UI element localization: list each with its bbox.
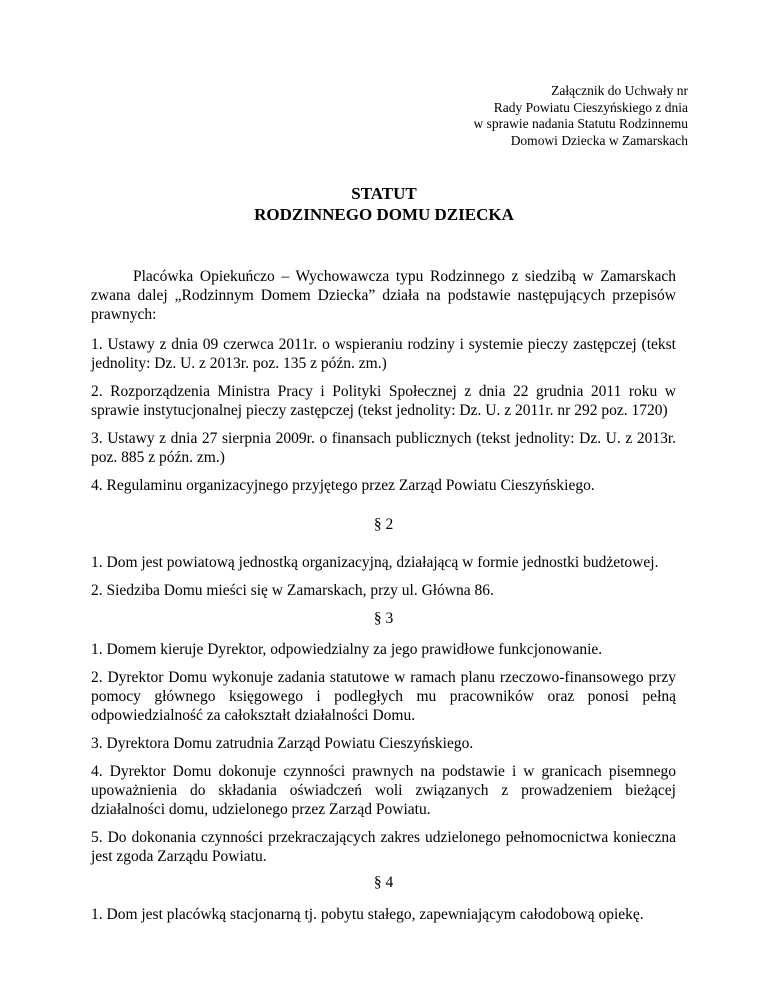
section-mark-2: § 2 [373, 516, 394, 533]
section-3-item: 2. Dyrektor Domu wykonuje zadania statutowe w ramach planu rzeczowo-finansowego przy pomocy głównego księgowego i podległych mu pracowników oraz ponosi pełną odpowiedzialność za całokształt działalności Domu. [91, 669, 676, 724]
section-3-item: 4. Dyrektor Domu dokonuje czynności prawnych na podstawie i w granicach pisemnego upoważnienia do składania oświadczeń woli związanych z prowadzeniem bieżącej działalności domu, udzielonego przez Zarząd Powiatu. [91, 763, 676, 818]
legal-basis-item: 2. Rozporządzenia Ministra Pracy i Polityki Społecznej z dnia 22 grudnia 2011 roku w sprawie instytucjonalnej pieczy zastępczej (tekst jednolity: Dz. U. z 2011r. nr 292 poz. 1720) [91, 383, 676, 419]
legal-basis-item: 4. Regulaminu organizacyjnego przyjętego przez Zarząd Powiatu Cieszyńskiego. [91, 477, 595, 494]
title-line: STATUT [351, 184, 417, 203]
legal-basis-item: 1. Ustawy z dnia 09 czerwca 2011r. o wspieraniu rodziny i systemie pieczy zastępczej (tekst jednolity: Dz. U. z 2013r. poz. 135 z późn. zm.) [91, 336, 676, 372]
title-line: RODZINNEGO DOMU DZIECKA [254, 205, 514, 224]
document-body [91, 267, 676, 933]
intro-paragraph: Placówka Opiekuńczo – Wychowawcza typu Rodzinnego z siedzibą w Zamarskach zwana dalej „Rodzinnym Domem Dziecka” działa na podstawie następujących przepisów prawnych: [91, 268, 676, 323]
section-2-item: 1. Dom jest powiatową jednostką organizacyjną, działającą w formie jednostki budżetowej. [91, 554, 659, 571]
attachment-note-line: Domowi Dziecka w Zamarskach [510, 132, 688, 148]
attachment-note [328, 83, 688, 149]
section-4-item: 1. Dom jest placówką stacjonarną tj. pobytu stałego, zapewniającym całodobową opiekę. [91, 906, 644, 923]
attachment-note-line: Załącznik do Uchwały nr [551, 83, 688, 98]
section-2-item: 2. Siedziba Domu mieści się w Zamarskach, przy ul. Główna 86. [91, 582, 494, 599]
legal-basis-item: 3. Ustawy z dnia 27 sierpnia 2009r. o finansach publicznych (tekst jednolity: Dz. U. z 2013r. poz. 885 z późn. zm.) [91, 430, 676, 466]
section-3-item: 1. Domem kieruje Dyrektor, odpowiedzialny za jego prawidłowe funkcjonowanie. [91, 641, 603, 658]
section-3-item: 5. Do dokonania czynności przekraczających zakres udzielonego pełnomocnictwa konieczna jest zgoda Zarządu Powiatu. [91, 829, 676, 865]
section-3-item: 3. Dyrektora Domu zatrudnia Zarząd Powiatu Cieszyńskiego. [91, 735, 474, 752]
document-title [0, 183, 768, 225]
attachment-note-line: w sprawie nadania Statutu Rodzinnemu [473, 116, 688, 131]
section-mark-4: § 4 [373, 874, 394, 891]
attachment-note-line: Rady Powiatu Cieszyńskiego z dnia [493, 99, 688, 115]
section-mark-3: § 3 [373, 610, 394, 627]
